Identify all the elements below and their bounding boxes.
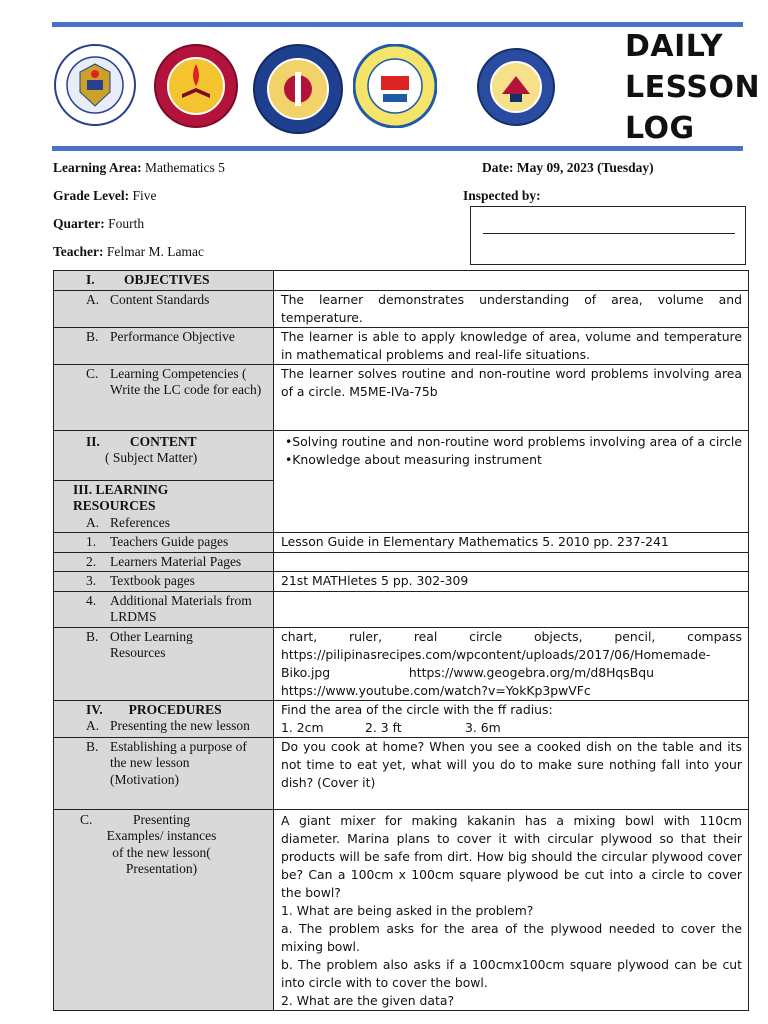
other-resources-text xyxy=(274,627,749,700)
presentation-num: C. xyxy=(80,811,93,827)
motivation-row xyxy=(54,737,749,809)
date-field xyxy=(482,160,654,176)
procedures-row xyxy=(54,700,749,737)
grade-level-value: Five xyxy=(132,188,157,203)
procedures-label: PROCEDURES xyxy=(128,701,222,717)
presenting-lesson-label: Presenting the new lesson xyxy=(110,718,250,733)
presentation-answer-b: b. The problem also asks if a 100cmx100cm square plywood can be cut into circle with to cover the bowl. xyxy=(281,956,742,990)
objectives-header xyxy=(54,271,274,291)
other-resources-link-1[interactable]: https://pilipinasrecipes.com/wpcontent/uploads/2017/06/Homemade- xyxy=(281,646,711,662)
learners-material-label: Learners Material Pages xyxy=(110,553,242,569)
learning-resources-title: III. LEARNING RESOURCES xyxy=(73,481,169,513)
textbook-num: 3. xyxy=(86,573,97,588)
quarter-label: Quarter: xyxy=(53,216,105,231)
objectives-label: OBJECTIVES xyxy=(124,272,210,287)
additional-materials-text xyxy=(274,591,749,627)
textbook-cell xyxy=(54,572,274,592)
learning-competencies-text: The learner solves routine and non-routine word problems involving area of a circle. M5ME-IVa-75b xyxy=(274,364,749,430)
performance-objective-row xyxy=(54,327,749,364)
other-resources-cell xyxy=(54,627,274,700)
textbook-text: 21st MATHletes 5 pp. 302-309 xyxy=(274,572,749,592)
presentation-answer-a: a. The problem asks for the area of the plywood needed to cover the mixing bowl. xyxy=(281,920,742,954)
other-resources-line-1: chart, ruler, real circle objects, pencil, compass xyxy=(281,628,742,644)
presentation-cell xyxy=(54,809,274,1010)
inspected-by-label: Inspected by: xyxy=(463,188,541,203)
learning-competencies-num: C. xyxy=(86,365,99,381)
teachers-guide-cell xyxy=(54,533,274,553)
daily-lesson-log-title xyxy=(625,26,760,149)
other-resources-link-3[interactable]: https://www.youtube.com/watch?v=YokKp3pwVFc xyxy=(281,682,591,698)
radius-item-2: 2. 3 ft xyxy=(365,719,402,735)
learning-competencies-label: Learning Competencies ( Write the LC code for each) xyxy=(110,365,262,397)
objectives-blank xyxy=(274,271,749,291)
content-standards-label: Content Standards xyxy=(110,291,210,307)
content-standards-text: The learner demonstrates understanding of area, volume and temperature. xyxy=(274,290,749,327)
school-seal-logo xyxy=(477,48,555,126)
learners-material-text xyxy=(274,552,749,572)
teachers-guide-label: Teachers Guide pages xyxy=(110,534,229,549)
procedures-cell xyxy=(54,700,274,737)
presenting-lesson-num: A. xyxy=(86,718,100,733)
teacher-label: Teacher: xyxy=(53,244,104,259)
content-standards-row xyxy=(54,290,749,327)
title-line-3: LOG xyxy=(625,111,695,146)
presenting-lesson-prompt: Find the area of the circle with the ff radius: xyxy=(281,701,553,717)
presentation-question-2: 2. What are the given data? xyxy=(281,992,455,1008)
learners-material-num: 2. xyxy=(86,553,97,569)
content-text xyxy=(274,430,749,533)
content-sub-label: ( Subject Matter) xyxy=(105,450,198,465)
date-label: Date: xyxy=(482,160,514,175)
other-resources-row xyxy=(54,627,749,700)
other-resources-label: Other Learning Resources xyxy=(110,628,193,660)
title-line-1: DAILY xyxy=(625,29,723,64)
performance-objective-cell xyxy=(54,327,274,364)
motivation-label: Establishing a purpose of the new lesson (Motivation) xyxy=(110,738,247,787)
deped-seal-logo xyxy=(54,44,136,126)
learners-material-cell xyxy=(54,552,274,572)
performance-objective-text: The learner is able to apply knowledge of area, volume and temperature in mathematical problems and real-life situations. xyxy=(274,327,749,364)
textbook-row xyxy=(54,572,749,592)
additional-materials-cell xyxy=(54,591,274,627)
performance-objective-label: Performance Objective xyxy=(110,328,235,344)
additional-materials-row xyxy=(54,591,749,627)
performance-objective-num: B. xyxy=(86,328,99,344)
deped-region-seal-logo xyxy=(154,44,238,128)
teacher-field xyxy=(53,244,204,260)
teachers-guide-row xyxy=(54,533,749,553)
motivation-cell xyxy=(54,737,274,809)
grade-level-field xyxy=(53,188,157,204)
objectives-num: I. xyxy=(86,272,95,287)
inspected-by-box xyxy=(470,206,746,265)
lesson-log-table xyxy=(53,270,749,1011)
motivation-text: Do you cook at home? When you see a cooked dish on the table and its not time to eat yet, what will you do to make sure nothing fall into your dish? (Cover it) xyxy=(274,737,749,809)
references-num: A. xyxy=(86,514,100,530)
presentation-question-1: 1. What are being asked in the problem? xyxy=(281,902,534,918)
additional-materials-num: 4. xyxy=(86,592,97,608)
content-standards-cell xyxy=(54,290,274,327)
content-num: II. xyxy=(86,433,100,449)
content-bullets: •Solving routine and non-routine word problems involving area of a circle •Knowledge about measuring instrument xyxy=(285,433,742,467)
quarter-value: Fourth xyxy=(108,216,145,231)
learning-area-field xyxy=(53,160,225,176)
content-row xyxy=(54,430,749,480)
signature-line xyxy=(483,233,735,234)
teacher-value: Felmar M. Lamac xyxy=(106,244,204,259)
objectives-row xyxy=(54,271,749,291)
presentation-problem: A giant mixer for making kakanin has a mixing bowl with 110cm diameter. Marina plans to cover it with circular plywood so that their products will be safe from dirt. How big should the circular plywood cover be? Can a 100cm x 100cm square plywood be cut into a circle to cover the bowl? xyxy=(281,812,742,900)
learning-resources-cell xyxy=(54,480,274,533)
radius-item-3: 3. 6m xyxy=(465,719,501,735)
other-resources-num: B. xyxy=(86,628,99,644)
learning-area-value: Mathematics 5 xyxy=(145,160,225,175)
learning-competencies-row xyxy=(54,364,749,430)
presentation-row xyxy=(54,809,749,1010)
teachers-guide-num: 1. xyxy=(86,534,97,549)
presenting-lesson-text xyxy=(274,700,749,737)
procedures-num: IV. xyxy=(86,701,103,717)
additional-materials-label: Additional Materials from LRDMS xyxy=(110,592,252,624)
other-resources-link-2[interactable]: Biko.jpg https://www.geogebra.org/m/d8HqsBqu xyxy=(281,664,654,680)
motivation-num: B. xyxy=(86,738,99,754)
presentation-text xyxy=(274,809,749,1010)
quarter-field xyxy=(53,216,144,232)
radius-items xyxy=(281,719,742,737)
learners-material-row xyxy=(54,552,749,572)
references-label: References xyxy=(110,514,170,530)
district-gasan-seal-logo xyxy=(353,44,437,128)
teachers-guide-text: Lesson Guide in Elementary Mathematics 5. 2010 pp. 237-241 xyxy=(274,533,749,553)
content-standards-num: A. xyxy=(86,291,100,307)
presentation-label: Presenting Examples/ instances of the new lesson( Presentation) xyxy=(106,811,217,876)
title-line-2: LESSON xyxy=(625,70,761,105)
content-header-cell xyxy=(54,430,274,480)
date-value: May 09, 2023 (Tuesday) xyxy=(516,160,654,175)
learning-area-label: Learning Area: xyxy=(53,160,142,175)
division-marinduque-seal-logo xyxy=(253,44,343,134)
textbook-label: Textbook pages xyxy=(110,573,195,588)
content-label: CONTENT xyxy=(129,433,197,449)
radius-item-1: 1. 2cm xyxy=(281,719,324,735)
learning-competencies-cell xyxy=(54,364,274,430)
grade-level-label: Grade Level: xyxy=(53,188,130,203)
